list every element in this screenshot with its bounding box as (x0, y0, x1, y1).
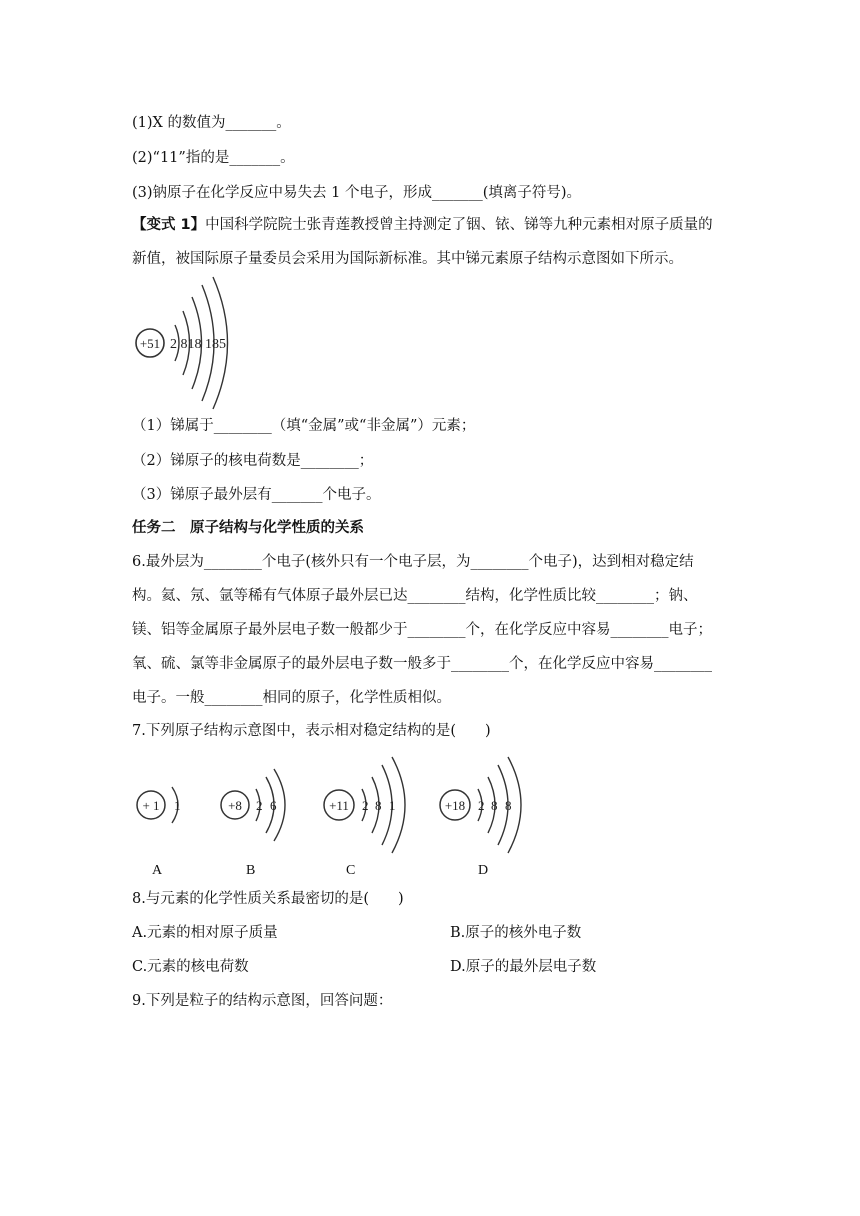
q7-letter-b: B (246, 863, 256, 878)
antimony-nucleus-label: +51 (139, 336, 161, 351)
q9-stem: 9.下列是粒子的结构示意图，回答问题： (132, 993, 393, 1009)
q8-option-d: D.原子的最外层电子数 (450, 959, 597, 975)
q5-item-2: (2)“11”指的是_______。 (132, 150, 295, 166)
svg-text:1: 1 (174, 798, 181, 813)
svg-text:1: 1 (389, 798, 396, 813)
task2-heading: 任务二 原子结构与化学性质的关系 (132, 520, 364, 536)
q7-diagram-c (322, 755, 417, 855)
q7-letter-a: A (152, 863, 163, 878)
q6-line-4: 氧、硫、氯等非金属原子的最外层电子数一般多于________个，在化学反应中容易________ (132, 656, 712, 672)
variant-tag: 【变式 1】 (132, 217, 206, 233)
svg-text:+18: +18 (444, 798, 466, 813)
svg-text:8: 8 (491, 798, 498, 813)
q7-letter-c: C (346, 863, 356, 878)
svg-text:8: 8 (505, 798, 512, 813)
q5-item-3: (3)钠原子在化学反应中易失去 1 个电子，形成_______(填离子符号)。 (132, 185, 582, 201)
q7-diagram-b (218, 765, 298, 845)
q8-option-a: A.元素的相对原子质量 (132, 925, 278, 941)
antimony-atom-diagram (130, 275, 250, 410)
variant-q2: （2）锑原子的核电荷数是________； (132, 453, 374, 469)
svg-text:+ 1: + 1 (142, 798, 160, 813)
variant-line-1 (132, 215, 713, 235)
q6-line-2: 构。氦、氖、氩等稀有气体原子最外层已达________结构，化学性质比较________；钠、 (132, 588, 698, 604)
q8-option-b: B.原子的核外电子数 (450, 925, 582, 941)
q5-item-1: (1)X 的数值为_______。 (132, 115, 291, 131)
q7-letter-d: D (478, 863, 489, 878)
variant-q3: （3）锑原子最外层有_______个电子。 (132, 487, 381, 503)
svg-text:+11: +11 (329, 798, 349, 813)
svg-text:8: 8 (375, 798, 382, 813)
variant-q1: （1）锑属于________（填“金属”或“非金属”）元素； (132, 418, 476, 434)
variant-text-2: 新值，被国际原子量委员会采用为国际新标准。其中锑元素原子结构示意图如下所示。 (132, 251, 683, 267)
svg-text:6: 6 (270, 798, 277, 813)
q6-line-1: 6.最外层为________个电子(核外只有一个电子层，为________个电子)，达到相对稳定结 (132, 554, 694, 570)
q7-stem: 7.下列原子结构示意图中，表示相对稳定结构的是( ) (132, 723, 491, 739)
q6-line-3: 镁、铝等金属原子最外层电子数一般都少于________个，在化学反应中容易________电子； (132, 622, 712, 638)
svg-text:2: 2 (478, 798, 485, 813)
antimony-shells-label: 2 818 185 (170, 337, 226, 352)
q7-diagram-d (438, 755, 533, 855)
q6-line-5: 电子。一般________相同的原子，化学性质相似。 (132, 690, 451, 706)
q7-diagram-a (134, 775, 194, 835)
q8-stem: 8.与元素的化学性质关系最密切的是( ) (132, 891, 404, 907)
variant-text-1: 中国科学院院士张青莲教授曾主持测定了铟、铱、锑等九种元素相对原子质量的 (205, 217, 713, 233)
svg-text:+8: +8 (228, 798, 242, 813)
svg-text:2: 2 (362, 798, 369, 813)
svg-text:2: 2 (256, 798, 263, 813)
q8-option-c: C.元素的核电荷数 (132, 959, 249, 975)
